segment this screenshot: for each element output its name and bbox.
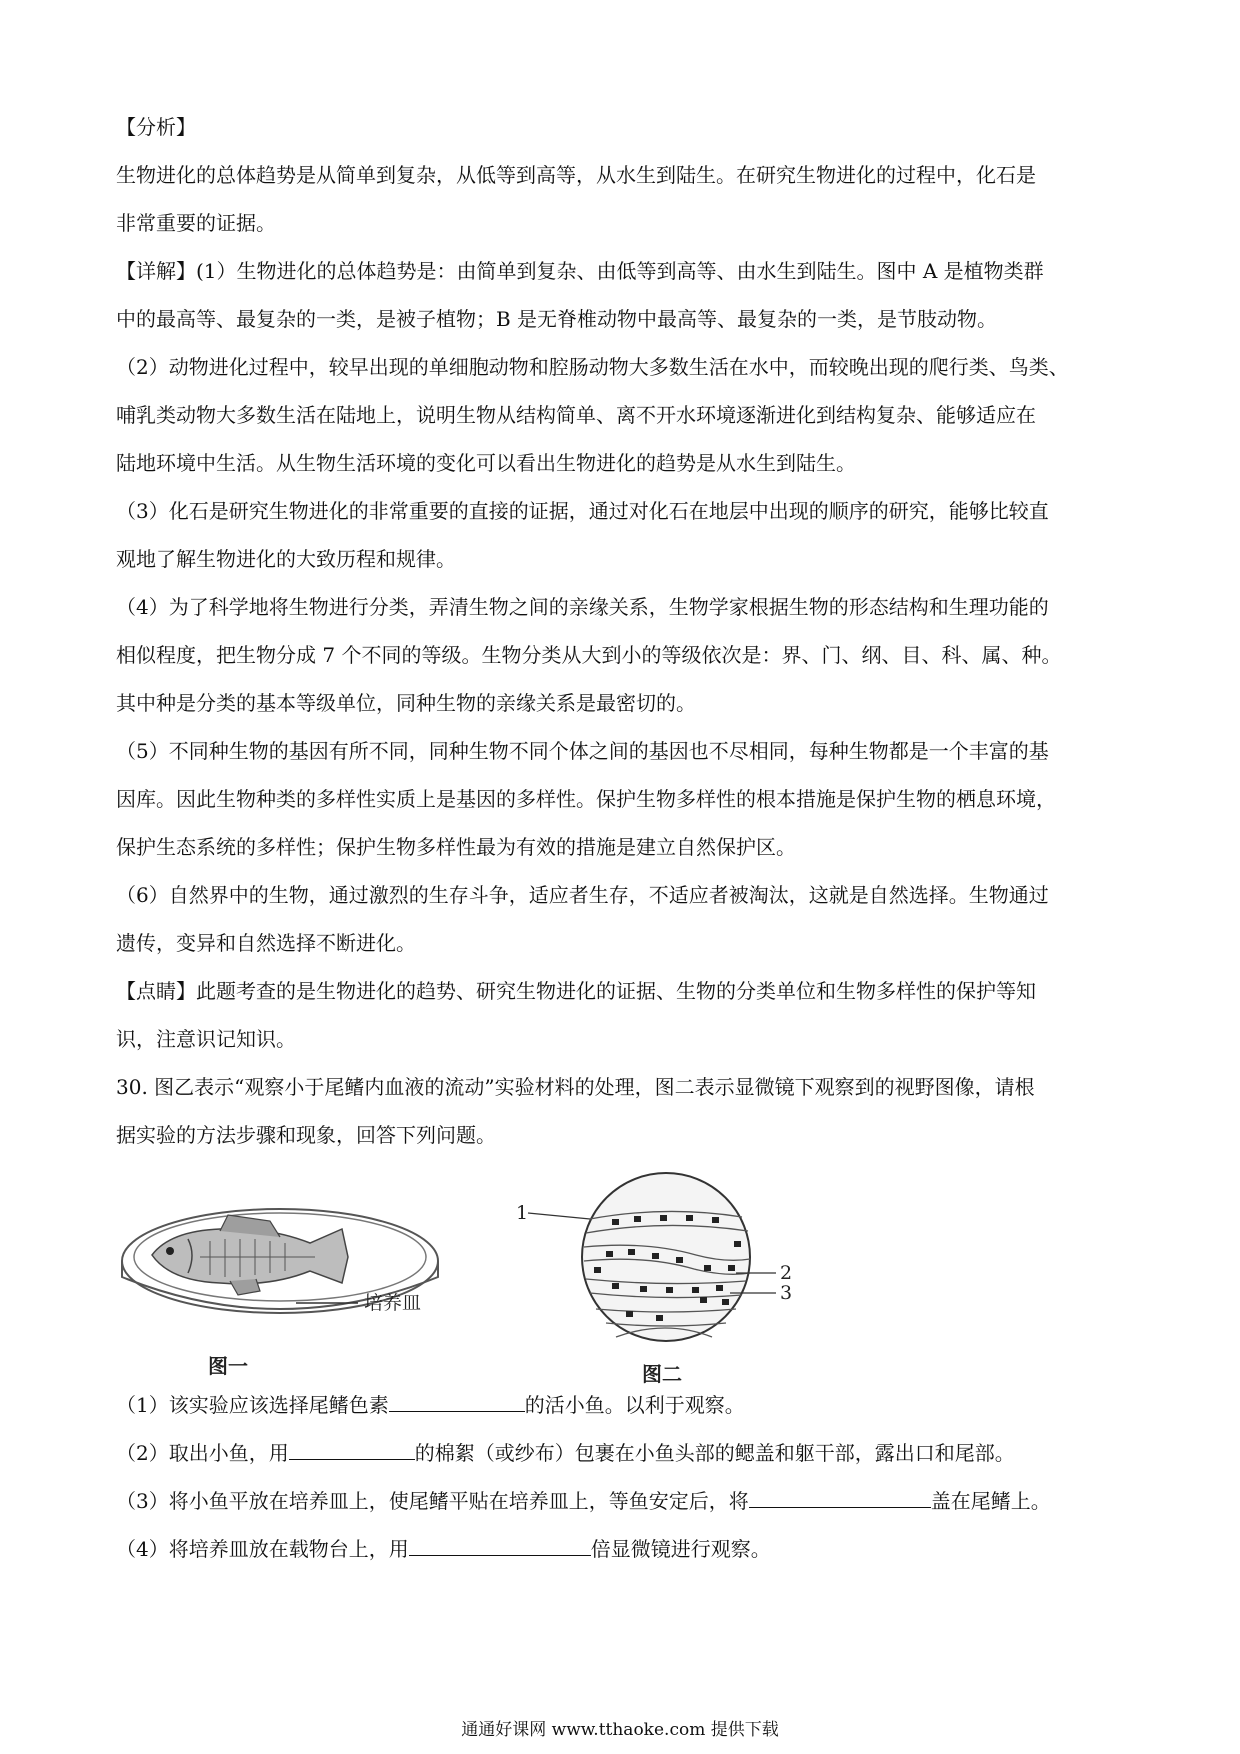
figures-row xyxy=(116,1169,1126,1386)
detail-paragraph-line: 其中种是分类的基本等级单位，同种生物的亲缘关系是最密切的。 xyxy=(116,691,696,715)
analysis-text-line: 非常重要的证据。 xyxy=(116,211,276,235)
sub-question-4: （4）将培养皿放在载物台上，用 倍显微镜进行观察。 xyxy=(116,1537,771,1561)
question-30-line: 据实验的方法步骤和现象，回答下列问题。 xyxy=(116,1123,496,1147)
answer-blank[interactable] xyxy=(289,1439,415,1460)
detail-paragraph-line: 保护生态系统的多样性；保护生物多样性最为有效的措施是建立自然保护区。 xyxy=(116,835,796,859)
answer-blank[interactable] xyxy=(749,1487,931,1508)
detail-paragraph-line: （5）不同种生物的基因有所不同，同种生物不同个体之间的基因也不尽相同，每种生物都是一个丰富的基 xyxy=(116,739,1049,763)
detail-paragraph-line: 【详解】(1）生物进化的总体趋势是：由简单到复杂、由低等到高等、由水生到陆生。图中 A 是植物类群 xyxy=(116,259,1044,283)
figure-two-label-3: 3 xyxy=(780,1282,793,1304)
sub-question-3: （3）将小鱼平放在培养皿上，使尾鳍平贴在培养皿上，等鱼安定后，将 盖在尾鳍上。 xyxy=(116,1489,1051,1513)
figure-two-label-2: 2 xyxy=(780,1262,793,1284)
detail-paragraph-line: （6）自然界中的生物，通过激烈的生存斗争，适应者生存，不适应者被淘汰，这就是自然选择。生物通过 xyxy=(116,883,1049,907)
figure-two-microscope-view xyxy=(516,1169,846,1389)
detail-paragraph-line: （3）化石是研究生物进化的非常重要的直接的证据，通过对化石在地层中出现的顺序的研究，能够比较直 xyxy=(116,499,1049,523)
page-content xyxy=(116,103,1126,1573)
answer-blank[interactable] xyxy=(409,1535,591,1556)
answer-blank[interactable] xyxy=(389,1391,525,1412)
figure-one-dish-label: 培养皿 xyxy=(364,1292,422,1314)
detail-paragraph-line: 中的最高等、最复杂的一类，是被子植物；B 是无脊椎动物中最高等、最复杂的一类，是节肢动物。 xyxy=(116,307,998,331)
detail-paragraph-line: （4）为了科学地将生物进行分类，弄清生物之间的亲缘关系，生物学家根据生物的形态结构和生理功能的 xyxy=(116,595,1049,619)
figure-two-caption: 图二 xyxy=(642,1362,682,1386)
figure-two-label-1: 1 xyxy=(516,1202,529,1224)
detail-paragraph-line: 相似程度，把生物分成 7 个不同的等级。生物分类从大到小的等级依次是：界、门、纲、目、科、属、种。 xyxy=(116,643,1062,667)
detail-paragraph-line: （2）动物进化过程中，较早出现的单细胞动物和腔肠动物大多数生活在水中，而较晚出现的爬行类、鸟类、 xyxy=(116,355,1069,379)
figure-one-caption: 图一 xyxy=(208,1354,248,1378)
detail-paragraph-line: 遗传，变异和自然选择不断进化。 xyxy=(116,931,416,955)
sub-question-1: （1）该实验应该选择尾鳍色素 的活小鱼。以利于观察。 xyxy=(116,1393,745,1417)
sub-question-2: （2）取出小鱼，用 的棉絮（或纱布）包裹在小鱼头部的鳃盖和躯干部，露出口和尾部。 xyxy=(116,1441,1015,1465)
comment-line: 【点睛】此题考查的是生物进化的趋势、研究生物进化的证据、生物的分类单位和生物多样性的保护等知 xyxy=(116,979,1036,1003)
detail-paragraph-line: 因库。因此生物种类的多样性实质上是基因的多样性。保护生物多样性的根本措施是保护生物的栖息环境， xyxy=(116,787,1056,811)
page-footer: 通通好课网 www.tthaoke.com 提供下载 xyxy=(461,1720,779,1740)
detail-paragraph-line: 哺乳类动物大多数生活在陆地上，说明生物从结构简单、离不开水环境逐渐进化到结构复杂、能够适应在 xyxy=(116,403,1036,427)
analysis-text-line: 生物进化的总体趋势是从简单到复杂，从低等到高等，从水生到陆生。在研究生物进化的过程中，化石是 xyxy=(116,163,1036,187)
question-30-line: 30. 图乙表示“观察小于尾鳍内血液的流动”实验材料的处理，图二表示显微镜下观察到的视野图像，请根 xyxy=(116,1075,1035,1099)
analysis-heading: 【分析】 xyxy=(116,115,196,139)
detail-paragraph-line: 观地了解生物进化的大致历程和规律。 xyxy=(116,547,456,571)
comment-line: 识，注意识记知识。 xyxy=(116,1027,296,1051)
figure-one-petri-dish-fish xyxy=(110,1191,470,1391)
detail-paragraph-line: 陆地环境中生活。从生物生活环境的变化可以看出生物进化的趋势是从水生到陆生。 xyxy=(116,451,856,475)
